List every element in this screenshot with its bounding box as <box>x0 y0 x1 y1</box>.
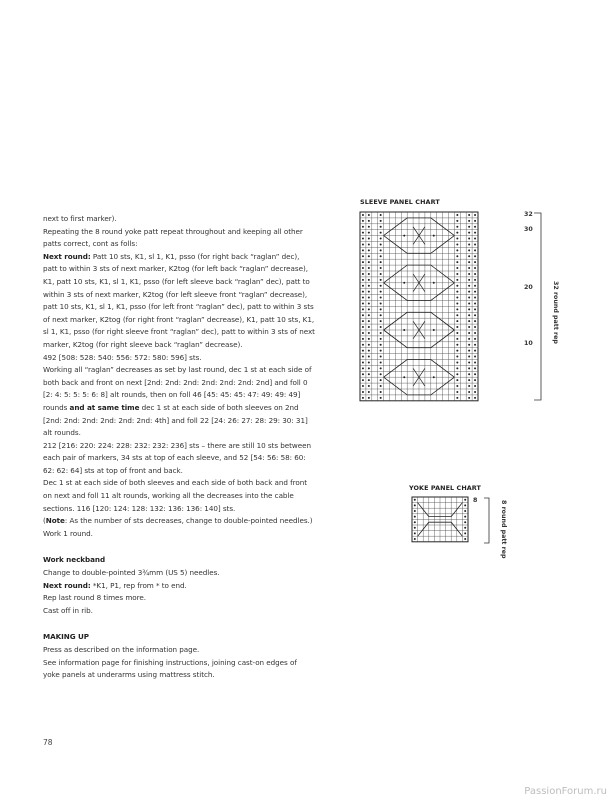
purl-dot <box>456 238 458 240</box>
purl-dot <box>362 338 364 340</box>
purl-dot <box>468 308 470 310</box>
note-label: Note <box>45 516 65 526</box>
purl-dot <box>468 344 470 346</box>
purl-dot <box>368 302 370 304</box>
purl-dot <box>456 385 458 387</box>
purl-dot <box>380 220 382 222</box>
purl-dot <box>380 279 382 281</box>
purl-dot <box>474 314 476 316</box>
purl-dot <box>380 338 382 340</box>
yoke-repeat-label: 8 round patt rep <box>500 500 507 559</box>
purl-dot <box>474 279 476 281</box>
purl-dot <box>362 379 364 381</box>
purl-dot <box>456 232 458 234</box>
instr-p1: next to first marker). <box>43 214 117 223</box>
purl-dot <box>456 267 458 269</box>
purl-dot <box>464 510 466 512</box>
purl-dot <box>468 297 470 299</box>
purl-dot <box>380 385 382 387</box>
purl-dot <box>362 232 364 234</box>
purl-dot <box>468 314 470 316</box>
purl-dot <box>380 379 382 381</box>
purl-dot <box>368 326 370 328</box>
sleeve-repeat-bracket <box>534 212 546 402</box>
purl-dot <box>362 356 364 358</box>
purl-dot <box>403 376 405 378</box>
purl-dot <box>368 238 370 240</box>
purl-dot <box>362 297 364 299</box>
purl-dot <box>380 391 382 393</box>
purl-dot <box>380 297 382 299</box>
purl-dot <box>456 379 458 381</box>
purl-dot <box>362 273 364 275</box>
purl-dot <box>474 397 476 399</box>
purl-dot <box>474 291 476 293</box>
purl-dot <box>414 516 416 518</box>
next-round-label: Next round: <box>43 251 91 261</box>
purl-dot <box>380 273 382 275</box>
neckband-l1: Change to double-pointed 3¾mm (US 5) needles. <box>43 568 220 578</box>
purl-dot <box>368 344 370 346</box>
purl-dot <box>468 391 470 393</box>
purl-dot <box>368 220 370 222</box>
neckband-l2-text: *K1, P1, rep from * to end. <box>90 580 187 590</box>
purl-dot <box>468 279 470 281</box>
purl-dot <box>474 243 476 245</box>
purl-dot <box>433 235 435 237</box>
purl-dot <box>380 397 382 399</box>
purl-dot <box>368 320 370 322</box>
purl-dot <box>474 344 476 346</box>
purl-dot <box>368 261 370 263</box>
purl-dot <box>456 361 458 363</box>
purl-dot <box>474 356 476 358</box>
purl-dot <box>456 220 458 222</box>
instr-p5 <box>43 364 315 440</box>
purl-dot <box>456 273 458 275</box>
purl-dot <box>456 338 458 340</box>
purl-dot <box>456 261 458 263</box>
purl-dot <box>468 214 470 216</box>
purl-dot <box>464 499 466 501</box>
purl-dot <box>474 320 476 322</box>
purl-dot <box>468 367 470 369</box>
purl-dot <box>380 302 382 304</box>
sleeve-row-label-30: 30 <box>524 226 533 233</box>
purl-dot <box>468 332 470 334</box>
sleeve-row-label-32: 32 <box>524 211 533 218</box>
sleeve-chart-title: SLEEVE PANEL CHART <box>360 198 440 206</box>
purl-dot <box>456 279 458 281</box>
purl-dot <box>456 302 458 304</box>
purl-dot <box>368 385 370 387</box>
purl-dot <box>380 356 382 358</box>
purl-dot <box>468 238 470 240</box>
purl-dot <box>380 320 382 322</box>
instr-p9: Work 1 round. <box>43 528 93 538</box>
purl-dot <box>380 314 382 316</box>
purl-dot <box>456 332 458 334</box>
sleeve-row-label-20: 20 <box>524 284 533 291</box>
purl-dot <box>474 220 476 222</box>
purl-dot <box>368 373 370 375</box>
purl-dot <box>414 510 416 512</box>
purl-dot <box>456 344 458 346</box>
instr-p8 <box>43 515 315 528</box>
purl-dot <box>403 329 405 331</box>
purl-dot <box>368 391 370 393</box>
purl-dot <box>456 367 458 369</box>
purl-dot <box>456 214 458 216</box>
purl-dot <box>362 350 364 352</box>
purl-dot <box>362 279 364 281</box>
purl-dot <box>468 243 470 245</box>
purl-dot <box>368 214 370 216</box>
purl-dot <box>474 214 476 216</box>
instr-p3-text: Patt 10 sts, K1, sl 1, K1, psso (for right back “raglan” dec), patt to within 3 sts of next marker, K2tog (for left back “raglan” decrease), K1, patt 10 sts, K1, sl 1, K1, psso (for left sleeve back “raglan” dec), patt to within 3 sts of next marker, K2tog (for left sleeve front “raglan” decrease), patt 10 sts, K1, sl 1, K1, psso (for left front “raglan” dec), patt to within 3 sts of next marker, K2tog (for right front “raglan” decrease), K1, patt 10 sts, K1, sl 1, K1, psso (for right sleeve front “raglan” dec), patt to within 3 sts of next marker, K2tog (for right sleeve back “raglan” decrease). <box>43 251 315 349</box>
purl-dot <box>474 255 476 257</box>
making-up-l1: Press as described on the information page. <box>43 645 200 654</box>
same-time-label: and at same time <box>69 402 140 412</box>
neckband-next-round-label: Next round: <box>43 580 91 590</box>
purl-dot <box>362 367 364 369</box>
purl-dot <box>380 373 382 375</box>
purl-dot <box>433 282 435 284</box>
purl-dot <box>474 302 476 304</box>
purl-dot <box>468 267 470 269</box>
purl-dot <box>362 243 364 245</box>
purl-dot <box>368 297 370 299</box>
yoke-chart-title: YOKE PANEL CHART <box>409 484 482 492</box>
purl-dot <box>464 527 466 529</box>
purl-dot <box>464 516 466 518</box>
purl-dot <box>468 320 470 322</box>
purl-dot <box>380 214 382 216</box>
purl-dot <box>362 267 364 269</box>
purl-dot <box>362 373 364 375</box>
purl-dot <box>368 243 370 245</box>
sleeve-repeat-label: 32 round patt rep <box>552 281 559 344</box>
purl-dot <box>368 397 370 399</box>
purl-dot <box>468 350 470 352</box>
purl-dot <box>433 376 435 378</box>
watermark: PassionForum.ru <box>524 786 607 797</box>
purl-dot <box>474 379 476 381</box>
purl-dot <box>380 291 382 293</box>
purl-dot <box>403 282 405 284</box>
purl-dot <box>403 235 405 237</box>
purl-dot <box>368 367 370 369</box>
purl-dot <box>414 499 416 501</box>
sleeve-row-label-10: 10 <box>524 340 533 347</box>
purl-dot <box>474 350 476 352</box>
purl-dot <box>456 356 458 358</box>
purl-dot <box>362 220 364 222</box>
yoke-row-label-8: 8 <box>473 497 478 504</box>
purl-dot <box>380 361 382 363</box>
purl-dot <box>362 344 364 346</box>
purl-dot <box>368 267 370 269</box>
purl-dot <box>433 329 435 331</box>
purl-dot <box>464 532 466 534</box>
purl-dot <box>380 243 382 245</box>
purl-dot <box>362 291 364 293</box>
purl-dot <box>368 350 370 352</box>
purl-dot <box>362 361 364 363</box>
purl-dot <box>362 397 364 399</box>
instr-p2: Repeating the 8 round yoke patt repeat throughout and keeping all other patts correct, cont as folls: <box>43 226 303 249</box>
purl-dot <box>362 226 364 228</box>
purl-dot <box>368 308 370 310</box>
making-up-l2: See information page for finishing instructions, joining cast-on edges of yoke panels at underarms using mattress stitch. <box>43 657 297 680</box>
purl-dot <box>380 232 382 234</box>
purl-dot <box>456 326 458 328</box>
purl-dot <box>362 332 364 334</box>
purl-dot <box>468 379 470 381</box>
purl-dot <box>362 314 364 316</box>
purl-dot <box>456 314 458 316</box>
purl-dot <box>380 261 382 263</box>
purl-dot <box>474 261 476 263</box>
purl-dot <box>380 226 382 228</box>
purl-dot <box>380 267 382 269</box>
purl-dot <box>456 391 458 393</box>
purl-dot <box>368 279 370 281</box>
purl-dot <box>368 255 370 257</box>
purl-dot <box>368 226 370 228</box>
purl-dot <box>362 320 364 322</box>
instr-p3 <box>43 251 315 352</box>
purl-dot <box>368 232 370 234</box>
purl-dot <box>380 285 382 287</box>
purl-dot <box>362 326 364 328</box>
purl-dot <box>362 385 364 387</box>
instr-p7: Dec 1 st at each side of both sleeves and each side of both back and front on next and foll 11 alt rounds, working all the decreases into the cable sections. 116 [120: 124: 128: 132: 136: 136: 140] sts. <box>43 478 307 513</box>
purl-dot <box>380 367 382 369</box>
purl-dot <box>368 338 370 340</box>
instr-p4: 492 [508: 528: 540: 556: 572: 580: 596] sts. <box>43 352 202 362</box>
instr-p5-c: dec 1 st at each side of both sleeves on 2nd [2nd: 2nd: 2nd: 2nd: 2nd: 2nd: 4th] and foll 22 [24: 26: 27: 28: 29: 30: 31] alt rounds. <box>43 402 308 438</box>
purl-dot <box>368 356 370 358</box>
purl-dot <box>474 249 476 251</box>
purl-dot <box>456 297 458 299</box>
purl-dot <box>368 249 370 251</box>
purl-dot <box>362 391 364 393</box>
purl-dot <box>368 361 370 363</box>
purl-dot <box>362 255 364 257</box>
purl-dot <box>414 527 416 529</box>
instr-p6: 212 [216: 220: 224: 228: 232: 232: 236] sts – there are still 10 sts between each pair of markers, 34 sts at top of each sleeve, and 52 [54: 56: 58: 60: 62: 62: 64] sts at top of front and back. <box>43 440 311 475</box>
purl-dot <box>368 332 370 334</box>
purl-dot <box>362 308 364 310</box>
purl-dot <box>474 361 476 363</box>
purl-dot <box>474 267 476 269</box>
purl-dot <box>456 255 458 257</box>
pattern-instructions <box>43 213 315 682</box>
purl-dot <box>456 320 458 322</box>
purl-dot <box>362 249 364 251</box>
neckband-l3: Rep last round 8 times more. <box>43 593 146 603</box>
neckband-l2 <box>43 580 315 593</box>
purl-dot <box>474 285 476 287</box>
purl-dot <box>468 397 470 399</box>
purl-dot <box>380 344 382 346</box>
purl-dot <box>380 350 382 352</box>
purl-dot <box>468 273 470 275</box>
purl-dot <box>468 361 470 363</box>
purl-dot <box>468 220 470 222</box>
purl-dot <box>468 232 470 234</box>
purl-dot <box>464 521 466 523</box>
purl-dot <box>362 238 364 240</box>
instr-p8-text: : As the number of sts decreases, change to double-pointed needles.) <box>64 516 313 526</box>
purl-dot <box>468 385 470 387</box>
purl-dot <box>468 285 470 287</box>
instr-p8-open: ( <box>43 516 46 526</box>
purl-dot <box>474 326 476 328</box>
neckband-heading: Work neckband <box>43 555 106 565</box>
purl-dot <box>362 302 364 304</box>
purl-dot <box>456 243 458 245</box>
purl-dot <box>468 373 470 375</box>
purl-dot <box>468 261 470 263</box>
purl-dot <box>456 308 458 310</box>
purl-dot <box>368 291 370 293</box>
purl-dot <box>468 249 470 251</box>
purl-dot <box>368 379 370 381</box>
purl-dot <box>414 521 416 523</box>
neckband-l4: Cast off in rib. <box>43 605 93 615</box>
purl-dot <box>474 367 476 369</box>
purl-dot <box>474 385 476 387</box>
purl-dot <box>362 214 364 216</box>
purl-dot <box>362 261 364 263</box>
purl-dot <box>414 504 416 506</box>
purl-dot <box>474 226 476 228</box>
purl-dot <box>474 297 476 299</box>
purl-dot <box>414 532 416 534</box>
page-number: 78 <box>43 738 53 747</box>
making-up-heading: MAKING UP <box>43 632 90 642</box>
purl-dot <box>474 338 476 340</box>
purl-dot <box>380 238 382 240</box>
purl-dot <box>474 373 476 375</box>
purl-dot <box>380 326 382 328</box>
purl-dot <box>456 249 458 251</box>
purl-dot <box>468 302 470 304</box>
purl-dot <box>464 538 466 540</box>
purl-dot <box>474 238 476 240</box>
purl-dot <box>456 373 458 375</box>
purl-dot <box>474 232 476 234</box>
purl-dot <box>380 332 382 334</box>
purl-dot <box>468 291 470 293</box>
purl-dot <box>368 285 370 287</box>
purl-dot <box>368 273 370 275</box>
purl-dot <box>380 249 382 251</box>
purl-dot <box>456 397 458 399</box>
purl-dot <box>456 350 458 352</box>
purl-dot <box>468 356 470 358</box>
purl-dot <box>474 332 476 334</box>
purl-dot <box>468 255 470 257</box>
purl-dot <box>414 538 416 540</box>
purl-dot <box>380 308 382 310</box>
purl-dot <box>368 314 370 316</box>
instr-p5-a: Working all “raglan” decreases as set by last round, dec 1 st at each side of both back and front on next [2nd: 2nd: 2nd: 2nd: 2nd: 2nd: 2nd] and foll 0 [2: 4: 5: 5: 5: 6: 8] alt rounds, then on foll 46 [45: 45: 45: 47: 49: 49: 49] rounds <box>43 365 312 412</box>
purl-dot <box>468 226 470 228</box>
yoke-panel-chart <box>412 497 472 545</box>
yoke-repeat-bracket <box>484 497 494 545</box>
purl-dot <box>464 504 466 506</box>
purl-dot <box>456 285 458 287</box>
purl-dot <box>474 273 476 275</box>
purl-dot <box>362 285 364 287</box>
purl-dot <box>474 391 476 393</box>
purl-dot <box>468 338 470 340</box>
purl-dot <box>474 308 476 310</box>
purl-dot <box>456 291 458 293</box>
purl-dot <box>468 326 470 328</box>
sleeve-panel-chart <box>360 212 520 402</box>
purl-dot <box>456 226 458 228</box>
purl-dot <box>380 255 382 257</box>
